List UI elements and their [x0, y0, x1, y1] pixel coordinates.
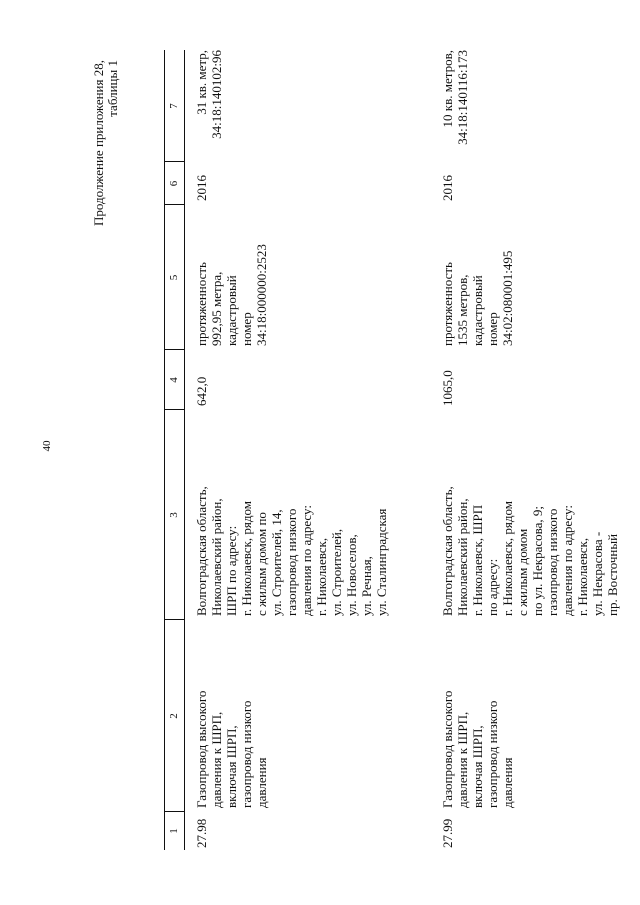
column-number-2: 2 [168, 713, 180, 719]
continuation-line-2: таблицы 1 [105, 60, 120, 117]
object-value: 642,0 [194, 376, 209, 406]
object-value: 1065,0 [440, 370, 455, 406]
continuation-line-1: Продолжение приложения 28, [91, 60, 106, 227]
object-year: 2016 [194, 175, 209, 201]
object-characteristics: протяженность 1535 метров, кадастровый номер 34:02:080001:495 [440, 250, 515, 346]
column-number-7: 7 [168, 103, 180, 109]
column-number-4: 4 [168, 377, 180, 383]
column-number-3: 3 [168, 512, 180, 518]
column-number-1: 1 [168, 828, 180, 834]
land-plot: 10 кв. метров, 34:18:140116:173 [440, 50, 470, 145]
object-name: Газопровод высокого давления к ШРП, включая ШРП, газопровод низкого давления [440, 690, 515, 808]
column-number-6: 6 [168, 180, 180, 187]
column-number-5: 5 [168, 274, 180, 281]
row-number: 27.98 [194, 818, 209, 848]
land-plot: 31 кв. метр, 34:18:140102:96 [194, 50, 224, 139]
table-header-rule [184, 50, 185, 850]
object-characteristics: протяженность 992,95 метра, кадастровый номер 34:18:000000:2523 [194, 244, 269, 346]
object-name: Газопровод высокого давления к ШРП, включая ШРП, газопровод низкого давления [194, 690, 269, 808]
rotated-table-sheet [91, 50, 630, 850]
object-year: 2016 [440, 175, 455, 201]
object-address: Волгоградская область, Николаевский район, ШРП по адресу: г. Николаевск, рядом с жилым домом по ул. Строителей, 14, газопровод низкого давления по адресу: г. Николаевск, ул. Строителей, ул. Новоселов, ул. Речная, ул. Сталинградская [194, 486, 389, 616]
row-number: 27.99 [440, 818, 455, 848]
page-number: 40 [41, 440, 53, 452]
object-address: Волгоградская область, Николаевский район, г. Николаевск, ШРП по адресу: г. Николаевск, рядом с жилым домом по ул. Некрасова, 9; газопровод низкого давления по адресу: г. Николаевск, ул. Некрасова - пр. Восточный [440, 486, 620, 616]
continuation-caption [92, 60, 120, 440]
